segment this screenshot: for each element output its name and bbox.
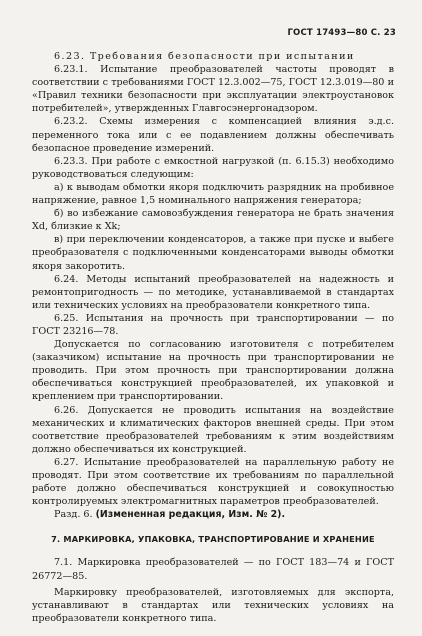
clause-6-23-3: 6.23.3. При работе с емкостной нагрузкой (п. 6.15.3) необходимо руководствоваться следующим: bbox=[32, 155, 394, 180]
list-item-b: б) во избежание самовозбуждения генератора не брать значения Xd, близкие к Xk; bbox=[32, 208, 394, 233]
clause-6-23-1: 6.23.1. Испытание преобразователей частоты проводят в соответствии с требованиями ГОСТ 12.3.002—75, ГОСТ 12.3.019—80 и «Правил техники безопасности при эксплуатации электроустановок потребителей», утвержденных Главгосэнергонадзором. bbox=[32, 64, 394, 115]
clause-6-23-heading: 6.23. Требования безопасности при испытании bbox=[54, 51, 355, 62]
amendment-label: Разд. 6. bbox=[54, 509, 96, 521]
clause-6-25-note: Допускается по согласованию изготовителя с потребителем (заказчиком) испытание на прочность при транспортировании не проводить. При этом прочность при транспортировании должна обеспечиваться конструкцией преобразователей, их упаковкой и креплением при транспортировании. bbox=[32, 339, 394, 403]
document-body bbox=[32, 50, 394, 625]
list-item-a: а) к выводам обмотки якоря подключить разрядник на пробивное напряжение, равное 1,5 номинального напряжения генератора; bbox=[32, 181, 394, 207]
page-header: ГОСТ 17493—80 С. 23 bbox=[287, 28, 396, 38]
clause-7-1-note: Маркировку преобразователей, изготовляемых для экспорта, устанавливают в стандартах или технических условиях на преобразователи конкретного типа. bbox=[32, 586, 394, 624]
list-item-v: в) при переключении конденсаторов, а также при пуске и выбеге преобразователя с подключенными конденсаторами выводы обмотки якоря закоротить. bbox=[32, 234, 394, 272]
amendment-note bbox=[32, 508, 394, 521]
clause-6-27: 6.27. Испытание преобразователей на параллельную работу не проводят. При этом соответствие их требованиям по параллельной работе должно обеспечиваться конструкцией и совокупностью контролируемых электромагнитных параметров преобразователей. bbox=[32, 456, 394, 508]
clause-7-1: 7.1. Маркировка преобразователей — по ГОСТ 183—74 и ГОСТ 26772—85. bbox=[32, 557, 394, 582]
clause-6-25: 6.25. Испытания на прочность при транспортировании — по ГОСТ 23216—78. bbox=[32, 312, 394, 337]
clause-6-23-2: 6.23.2. Схемы измерения с компенсацией влияния э.д.с. переменного тока или с ее подавлением должны обеспечивать безопасное проведение измерений. bbox=[32, 116, 394, 154]
clause-6-26: 6.26. Допускается не проводить испытания на воздействие механических и климатических факторов внешней среды. При этом соответствие преобразователей требованиям к этим воздействиям должно обеспечиваться их конструкцией. bbox=[32, 404, 394, 455]
amendment-text: (Измененная редакция, Изм. № 2). bbox=[95, 509, 286, 521]
section-7-title: 7. МАРКИРОВКА, УПАКОВКА, ТРАНСПОРТИРОВАНИЕ И ХРАНЕНИЕ bbox=[51, 534, 375, 545]
clause-6-24: 6.24. Методы испытаний преобразователей на надежность и ремонтопригодность — по методике, устанавливаемой в стандартах или технических условиях на преобразователи конкретного типа. bbox=[32, 273, 394, 311]
